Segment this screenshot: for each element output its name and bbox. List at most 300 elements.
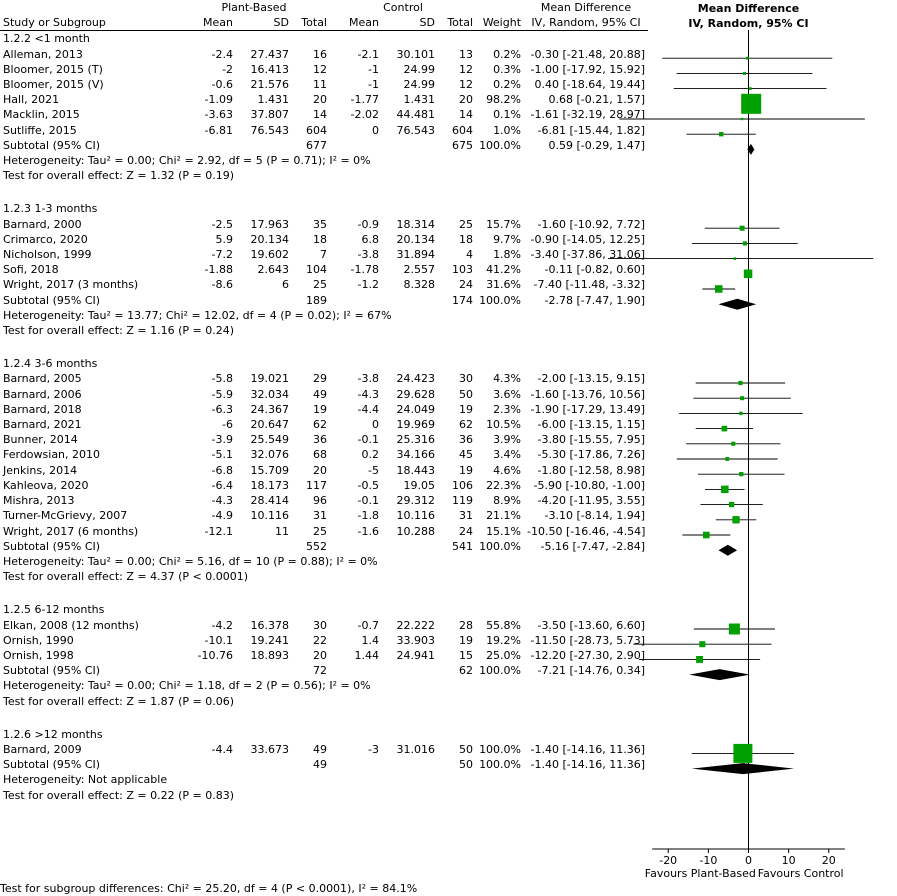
pooled-diamond: [719, 545, 738, 556]
favours-left-label: Favours Plant-Based: [644, 867, 756, 880]
overall-effect-text: Test for overall effect: Z = 0.22 (P = 0.83): [3, 788, 234, 802]
effect-marker: [715, 285, 723, 293]
subtotal-ci: -2.78 [-7.47, 1.90]: [544, 293, 646, 307]
heterogeneity-row: [0, 554, 648, 569]
subgroup-label: 1.2.3 1-3 months: [3, 202, 98, 216]
header-total-1: Total: [301, 16, 327, 30]
cell: [382, 539, 438, 554]
subtotal-row: [0, 293, 648, 308]
sd-plant: 27.437: [250, 47, 289, 61]
sd-plant: 6: [282, 278, 289, 292]
subtotal-total-control: 174: [452, 293, 474, 307]
total-control: 4: [466, 248, 474, 262]
weight: 98.2%: [486, 93, 522, 107]
table-row: [0, 77, 648, 92]
mean-plant: -6: [222, 418, 233, 432]
heterogeneity-text: Heterogeneity: Tau² = 0.00; Chi² = 5.16, df = 10 (P = 0.88); I² = 0%: [3, 554, 378, 568]
total-plant: 35: [313, 217, 327, 231]
subgroup-heading-row: [0, 727, 648, 742]
total-control: 19: [459, 402, 474, 416]
x-axis-tick-label: -10: [699, 854, 718, 867]
subtotal-row: [0, 663, 648, 678]
study-name: Mishra, 2013: [3, 494, 75, 508]
effect-marker: [733, 744, 752, 763]
sd-plant: 21.576: [250, 78, 289, 92]
sd-plant: 1.431: [257, 93, 289, 107]
sd-plant: 16.378: [250, 618, 289, 632]
total-control: 19: [459, 463, 474, 477]
weight: 0.2%: [493, 78, 522, 92]
cell: [382, 757, 438, 772]
sd-control: 44.481: [396, 108, 435, 122]
overall-effect-row: [0, 788, 648, 803]
total-plant: 49: [313, 387, 327, 401]
sd-control: 24.049: [396, 402, 435, 416]
mean-control: -1.8: [357, 509, 379, 523]
subtotal-total-plant: 677: [306, 138, 327, 152]
mean-plant: -2.5: [211, 217, 233, 231]
header-weight: Weight: [482, 16, 522, 30]
mean-control: -1.77: [350, 93, 379, 107]
table-row: [0, 447, 648, 462]
plot-subtitle: IV, Random, 95% CI: [688, 17, 809, 30]
mean-control: -2.1: [357, 47, 379, 61]
sd-control: 24.99: [403, 62, 435, 76]
sd-control: 20.134: [396, 232, 435, 246]
subgroup-heading-row: [0, 602, 648, 617]
pooled-diamond: [719, 299, 757, 310]
favours-right-label: Favours Control: [757, 867, 844, 880]
total-control: 36: [459, 433, 474, 447]
table-row: [0, 402, 648, 417]
study-name: Barnard, 2000: [3, 217, 82, 231]
effect-marker: [739, 412, 742, 415]
effect-marker: [732, 516, 739, 523]
overall-effect-text: Test for overall effect: Z = 4.37 (P < 0.0001): [3, 570, 248, 584]
mean-difference-ci: -2.00 [-13.15, 9.15]: [537, 372, 646, 386]
mean-plant: -2.4: [211, 47, 233, 61]
study-name: Ornish, 1998: [3, 648, 74, 662]
mean-plant: -4.2: [211, 618, 233, 632]
study-name: Bunner, 2014: [3, 433, 78, 447]
mean-plant: -4.9: [211, 509, 233, 523]
table-row: [0, 463, 648, 478]
sd-plant: 11: [275, 524, 289, 538]
table-row: [0, 62, 648, 77]
effect-marker: [703, 532, 710, 539]
sd-plant: 37.807: [250, 108, 289, 122]
overall-effect-row: [0, 323, 648, 338]
table-row: [0, 417, 648, 432]
cell: [330, 663, 382, 678]
mean-plant: -7.2: [211, 248, 233, 262]
study-name: Barnard, 2006: [3, 387, 82, 401]
mean-difference-ci: -1.90 [-17.29, 13.49]: [530, 402, 646, 416]
mean-plant: 5.9: [215, 232, 233, 246]
row-spacer: [0, 347, 648, 356]
total-plant: 20: [313, 93, 327, 107]
row-spacer: [0, 338, 648, 347]
total-plant: 16: [313, 47, 327, 61]
subtotal-ci: -7.21 [-14.76, 0.34]: [537, 664, 646, 678]
cell: [236, 138, 292, 153]
mean-control: 0: [372, 418, 379, 432]
subtotal-ci: -1.40 [-14.16, 11.36]: [530, 758, 646, 772]
effect-marker: [725, 457, 729, 461]
subgroup-label: 1.2.5 6-12 months: [3, 603, 105, 617]
study-name: Kahleova, 2020: [3, 478, 89, 492]
study-name: Barnard, 2009: [3, 742, 82, 756]
mean-difference-ci: -1.60 [-13.76, 10.56]: [530, 387, 646, 401]
overall-effect-text: Test for overall effect: Z = 1.16 (P = 0.24): [3, 324, 234, 338]
sd-control: 30.101: [396, 47, 435, 61]
effect-marker: [741, 94, 761, 114]
cell: [236, 757, 292, 772]
weight: 1.8%: [493, 248, 522, 262]
effect-marker: [699, 641, 705, 647]
heterogeneity-row: [0, 153, 648, 168]
weight: 3.9%: [493, 433, 522, 447]
subgroup-label: 1.2.6 >12 months: [3, 727, 103, 741]
heterogeneity-text: Heterogeneity: Tau² = 13.77; Chi² = 12.02, df = 4 (P = 0.02); I² = 67%: [3, 308, 392, 322]
mean-plant: -10.76: [197, 648, 233, 662]
total-plant: 25: [313, 524, 327, 538]
subtotal-label: Subtotal (95% CI): [3, 138, 101, 152]
overall-effect-text: Test for overall effect: Z = 1.87 (P = 0.06): [3, 694, 234, 708]
total-plant: 104: [306, 263, 327, 277]
study-name: Sofi, 2018: [3, 263, 59, 277]
mean-control: -3.8: [357, 372, 379, 386]
mean-control: -4.4: [357, 402, 379, 416]
weight: 0.3%: [493, 62, 522, 76]
sd-control: 10.288: [396, 524, 435, 538]
effect-marker: [746, 57, 749, 60]
mean-control: -1.2: [357, 278, 379, 292]
study-name: Barnard, 2005: [3, 372, 82, 386]
table-row: [0, 92, 648, 107]
cell: [178, 138, 236, 153]
sd-plant: 2.643: [257, 263, 289, 277]
mean-difference-ci: -0.90 [-14.05, 12.25]: [530, 232, 646, 246]
subtotal-label: Subtotal (95% CI): [3, 664, 101, 678]
mean-control: -0.1: [357, 433, 379, 447]
mean-difference-ci: -5.90 [-10.80, -1.00]: [533, 478, 646, 492]
effect-marker: [744, 270, 753, 279]
total-control: 119: [452, 494, 474, 508]
header-plant-based: Plant-Based: [221, 1, 287, 14]
overall-effect-row: [0, 694, 648, 709]
table-row: [0, 387, 648, 402]
subtotal-total-control: 62: [459, 664, 474, 678]
subtotal-weight: 100.0%: [479, 293, 522, 307]
header-mean-2: Mean: [349, 16, 379, 30]
subtotal-label: Subtotal (95% CI): [3, 293, 101, 307]
cell: [382, 663, 438, 678]
cell: [178, 663, 236, 678]
mean-plant: -2: [222, 62, 233, 76]
mean-control: -0.1: [357, 494, 379, 508]
study-name: Jenkins, 2014: [3, 463, 78, 477]
subgroup-difference-note: Test for subgroup differences: Chi² = 25.20, df = 4 (P < 0.0001), I² = 84.1%: [0, 882, 418, 895]
table-row: [0, 262, 648, 277]
weight: 31.6%: [486, 278, 522, 292]
x-axis-tick-label: 10: [781, 854, 796, 867]
mean-control: -2.02: [350, 108, 379, 122]
mean-difference-ci: -0.30 [-21.48, 20.88]: [530, 47, 646, 61]
sd-plant: 20.647: [250, 418, 289, 432]
cell: [236, 293, 292, 308]
sd-control: 33.903: [396, 633, 435, 647]
total-plant: 62: [313, 418, 327, 432]
effect-marker: [729, 624, 740, 635]
sd-plant: 15.709: [250, 463, 289, 477]
mean-difference-ci: -1.61 [-32.19, 28.97]: [530, 108, 646, 122]
subtotal-total-control: 50: [459, 758, 474, 772]
mean-difference-ci: -1.00 [-17.92, 15.92]: [530, 62, 646, 76]
sd-plant: 19.602: [250, 248, 289, 262]
heterogeneity-text: Heterogeneity: Tau² = 0.00; Chi² = 2.92, df = 5 (P = 0.71); I² = 0%: [3, 154, 371, 168]
row-spacer: [0, 718, 648, 727]
study-name: Hall, 2021: [3, 93, 60, 107]
mean-difference-ci: -6.81 [-15.44, 1.82]: [537, 123, 646, 137]
study-name: Sutliffe, 2015: [3, 123, 77, 137]
total-control: 24: [459, 524, 474, 538]
subtotal-weight: 100.0%: [479, 664, 522, 678]
study-name: Bloomer, 2015 (T): [3, 62, 103, 76]
total-plant: 12: [313, 62, 327, 76]
effect-marker: [743, 241, 747, 245]
header-mean-1: Mean: [203, 16, 233, 30]
sd-control: 22.222: [396, 618, 435, 632]
subtotal-total-plant: 72: [313, 664, 327, 678]
subtotal-weight: 100.0%: [479, 758, 522, 772]
total-plant: 20: [313, 463, 327, 477]
x-axis-tick-label: -20: [659, 854, 678, 867]
subgroup-heading-row: [0, 201, 648, 216]
sd-control: 31.894: [396, 248, 435, 262]
weight: 15.7%: [486, 217, 522, 231]
sd-plant: 10.116: [250, 509, 289, 523]
sd-plant: 76.543: [250, 123, 289, 137]
x-axis-tick-label: 20: [821, 854, 836, 867]
sd-control: 24.423: [396, 372, 435, 386]
effect-marker: [719, 132, 723, 136]
study-name: Barnard, 2018: [3, 402, 82, 416]
weight: 3.4%: [493, 448, 522, 462]
weight: 0.1%: [493, 108, 522, 122]
forest-plot-svg: [600, 0, 897, 896]
mean-difference-ci: -1.40 [-14.16, 11.36]: [530, 742, 646, 756]
total-control: 19: [459, 633, 474, 647]
row-spacer: [0, 584, 648, 593]
weight: 4.3%: [493, 372, 522, 386]
effect-marker: [739, 472, 743, 476]
mean-plant: -0.6: [211, 78, 233, 92]
header-control: Control: [383, 1, 423, 14]
subtotal-label: Subtotal (95% CI): [3, 539, 101, 553]
cell: [330, 757, 382, 772]
sd-control: 29.628: [396, 387, 435, 401]
sd-control: 25.316: [396, 433, 435, 447]
study-name: Bloomer, 2015 (V): [3, 78, 104, 92]
cell: [178, 539, 236, 554]
table-header-groups: [0, 0, 648, 15]
sd-control: 31.016: [396, 742, 435, 756]
study-name: Crimarco, 2020: [3, 232, 88, 246]
total-plant: 604: [306, 123, 327, 137]
total-plant: 25: [313, 278, 327, 292]
cell: [236, 539, 292, 554]
mean-plant: -5.8: [211, 372, 233, 386]
sd-plant: 19.241: [250, 633, 289, 647]
sd-plant: 18.893: [250, 648, 289, 662]
total-plant: 7: [320, 248, 327, 262]
mean-plant: -6.8: [211, 463, 233, 477]
mean-control: 0: [372, 123, 379, 137]
study-name: Wright, 2017 (3 months): [3, 278, 139, 292]
mean-difference-ci: -6.00 [-13.15, 1.15]: [537, 418, 646, 432]
weight: 15.1%: [486, 524, 522, 538]
heterogeneity-row: [0, 678, 648, 693]
weight: 22.3%: [486, 478, 522, 492]
weight: 0.2%: [493, 47, 522, 61]
weight: 3.6%: [493, 387, 522, 401]
mean-plant: -3.9: [211, 433, 233, 447]
mean-control: 1.4: [361, 633, 379, 647]
sd-control: 24.941: [396, 648, 435, 662]
table-row: [0, 232, 648, 247]
sd-control: 24.99: [403, 78, 435, 92]
mean-difference-ci: 0.68 [-0.21, 1.57]: [548, 93, 646, 107]
mean-difference-ci: -12.20 [-27.30, 2.90]: [530, 648, 646, 662]
effect-marker: [749, 87, 752, 90]
mean-difference-ci: -10.50 [-16.46, -4.54]: [527, 524, 646, 538]
study-name: Elkan, 2008 (12 months): [3, 618, 139, 632]
total-control: 24: [459, 278, 474, 292]
mean-plant: -6.3: [211, 402, 233, 416]
subgroup-label: 1.2.2 <1 month: [3, 32, 90, 46]
study-name: Turner-McGrievy, 2007: [3, 509, 128, 523]
weight: 19.2%: [486, 633, 522, 647]
weight: 25.0%: [486, 648, 522, 662]
study-name: Barnard, 2021: [3, 418, 82, 432]
cell: [382, 293, 438, 308]
mean-control: -3.8: [357, 248, 379, 262]
subtotal-total-plant: 49: [313, 758, 327, 772]
study-name: Ornish, 1990: [3, 633, 74, 647]
row-spacer: [0, 183, 648, 192]
mean-control: -5: [368, 463, 379, 477]
sd-plant: 17.963: [250, 217, 289, 231]
cell: [330, 539, 382, 554]
mean-plant: -3.63: [204, 108, 233, 122]
mean-difference-ci: -3.50 [-13.60, 6.60]: [537, 618, 646, 632]
table-row: [0, 217, 648, 232]
effect-marker: [722, 426, 728, 432]
mean-plant: -8.6: [211, 278, 233, 292]
mean-plant: -12.1: [204, 524, 233, 538]
total-plant: 22: [313, 633, 327, 647]
sd-control: 19.969: [396, 418, 435, 432]
subtotal-row: [0, 138, 648, 153]
total-control: 15: [459, 648, 474, 662]
table-row: [0, 633, 648, 648]
table-row: [0, 277, 648, 292]
heterogeneity-row: [0, 772, 648, 787]
sd-control: 29.312: [396, 494, 435, 508]
total-control: 12: [459, 78, 474, 92]
cell: [178, 293, 236, 308]
total-control: 12: [459, 62, 474, 76]
table-row: [0, 47, 648, 62]
mean-control: -1.6: [357, 524, 379, 538]
sd-control: 34.166: [396, 448, 435, 462]
total-plant: 19: [313, 402, 327, 416]
total-control: 30: [459, 372, 474, 386]
mean-control: -0.9: [357, 217, 379, 231]
weight: 9.7%: [493, 232, 522, 246]
total-plant: 20: [313, 648, 327, 662]
study-name: Macklin, 2015: [3, 108, 80, 122]
subtotal-total-plant: 552: [306, 539, 327, 553]
effect-marker: [738, 381, 742, 385]
total-plant: 29: [313, 372, 327, 386]
row-spacer: [0, 709, 648, 718]
weight: 2.3%: [493, 402, 522, 416]
mean-plant: -10.1: [204, 633, 233, 647]
header-sd-1: SD: [273, 16, 289, 30]
weight: 41.2%: [486, 263, 522, 277]
overall-effect-row: [0, 168, 648, 183]
cell: [382, 138, 438, 153]
weight: 1.0%: [493, 123, 522, 137]
weight: 100.0%: [479, 742, 522, 756]
subtotal-row: [0, 539, 648, 554]
mean-control: -1: [368, 78, 379, 92]
total-control: 28: [459, 618, 474, 632]
subtotal-total-control: 675: [452, 138, 474, 152]
row-spacer: [0, 593, 648, 602]
effect-marker: [729, 502, 734, 507]
sd-plant: 20.134: [250, 232, 289, 246]
table-row: [0, 123, 648, 138]
table-row: [0, 618, 648, 633]
total-plant: 11: [313, 78, 327, 92]
total-plant: 96: [313, 494, 327, 508]
table-header-cols: [0, 15, 648, 31]
total-control: 31: [459, 509, 474, 523]
sd-control: 19.05: [403, 478, 435, 492]
overall-effect-row: [0, 569, 648, 584]
subtotal-total-control: 541: [452, 539, 474, 553]
total-control: 25: [459, 217, 474, 231]
study-name: Nicholson, 1999: [3, 248, 92, 262]
study-name: Alleman, 2013: [3, 47, 83, 61]
total-control: 604: [452, 123, 474, 137]
header-ci: IV, Random, 95% CI: [531, 16, 641, 30]
table-row: [0, 648, 648, 663]
total-plant: 31: [313, 509, 327, 523]
subtotal-weight: 100.0%: [479, 539, 522, 553]
mean-plant: -5.1: [211, 448, 233, 462]
mean-control: -1.78: [350, 263, 379, 277]
subtotal-ci: 0.59 [-0.29, 1.47]: [548, 138, 646, 152]
table-row: [0, 432, 648, 447]
mean-difference-ci: -11.50 [-28.73, 5.73]: [530, 633, 646, 647]
header-sd-2: SD: [419, 16, 435, 30]
mean-plant: -5.9: [211, 387, 233, 401]
weight: 55.8%: [486, 618, 522, 632]
